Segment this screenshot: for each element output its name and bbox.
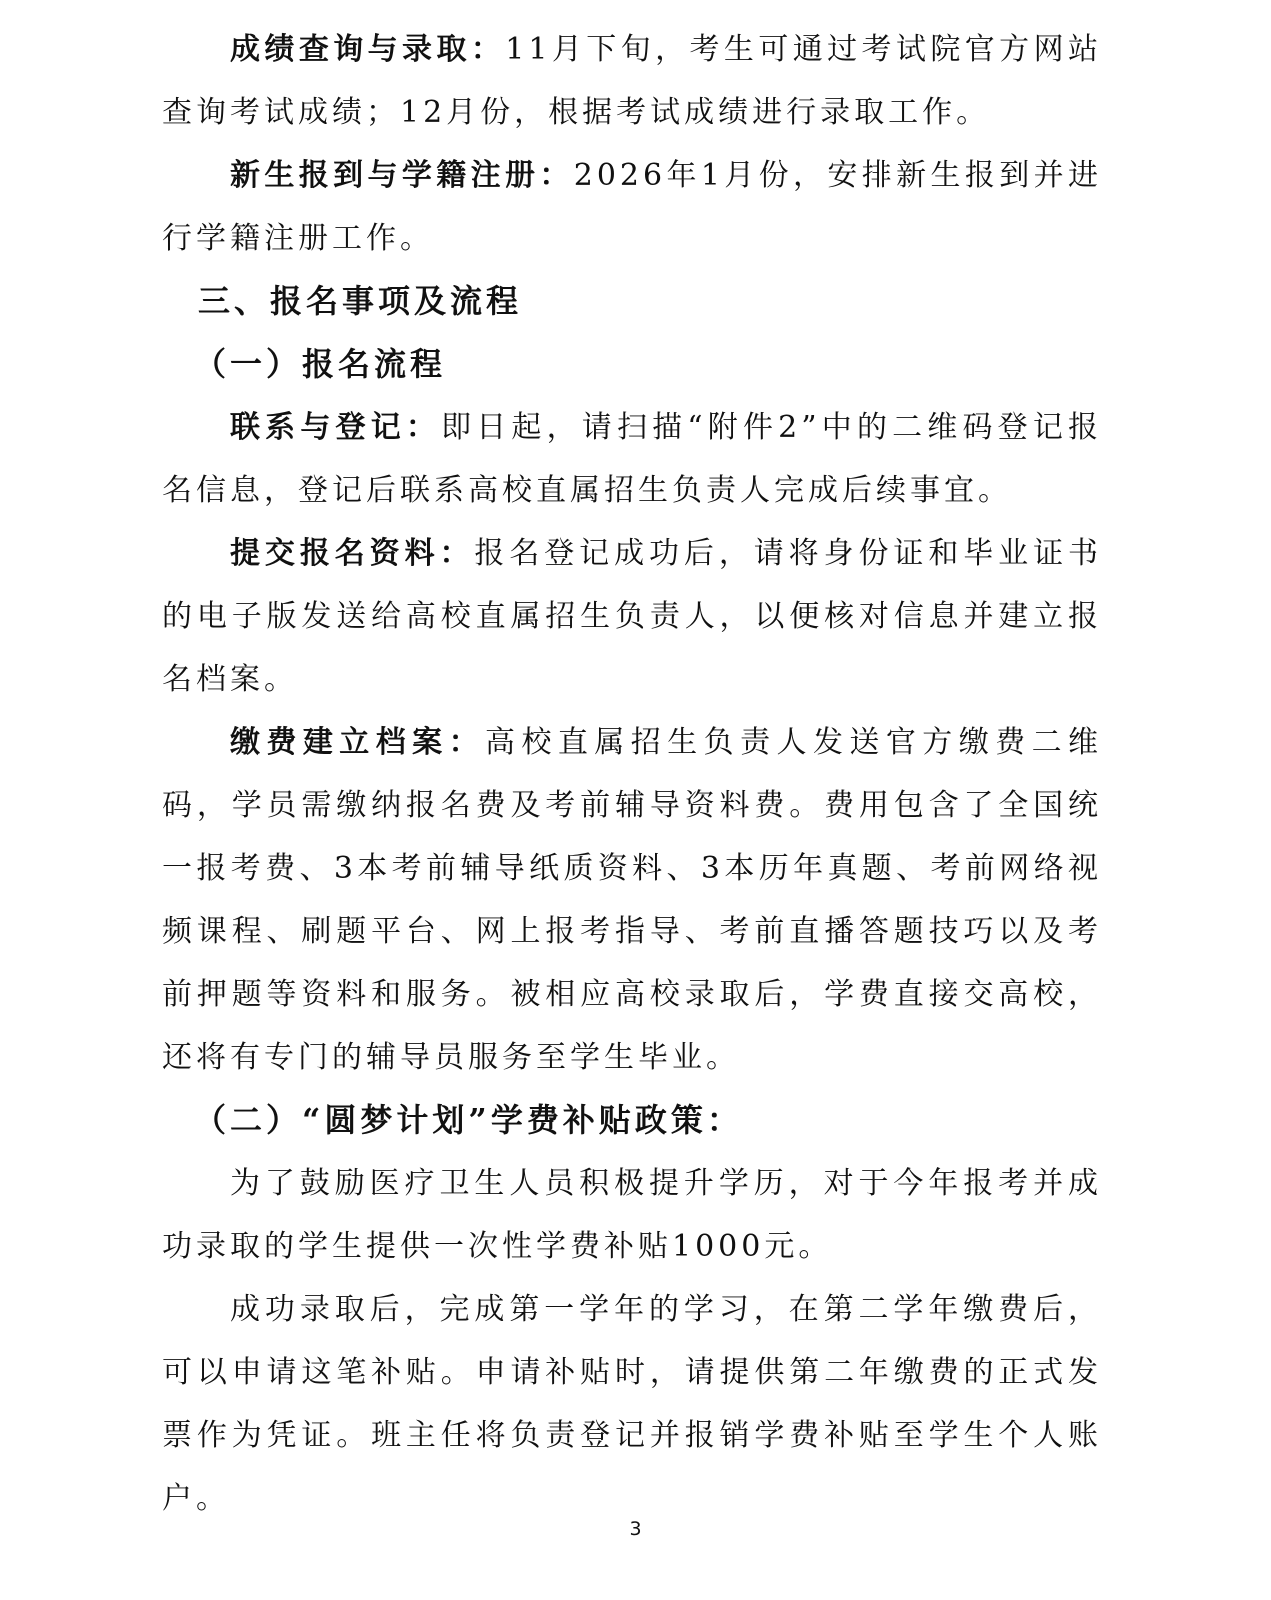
paragraph-submit-materials [162, 522, 1102, 711]
subsection-heading: （一）报名流程 [194, 345, 447, 383]
paragraph-contact-register [162, 396, 1102, 522]
paragraph-lead: 缴费建立档案： [230, 725, 486, 760]
section-heading: 三、报名事项及流程 [198, 282, 523, 320]
paragraph-text: 即日起，请扫描“附件2”中的二维码登记报名信息，登记后联系高校直属招生负责人完成后续事宜。 [162, 410, 1102, 508]
document-body [162, 18, 1102, 1530]
paragraph-lead: 提交报名资料： [230, 536, 475, 571]
paragraph-enrollment [162, 144, 1102, 270]
paragraph-text: 11月下旬，考生可通过考试院官方网站查询考试成绩；12月份，根据考试成绩进行录取工作。 [162, 32, 1102, 130]
paragraph-subsidy-apply: 成功录取后，完成第一学年的学习，在第二学年缴费后，可以申请这笔补贴。申请补贴时，请提供第二年缴费的正式发票作为凭证。班主任将负责登记并报销学费补贴至学生个人账户。 [162, 1292, 1102, 1516]
paragraph-score-admission [162, 18, 1102, 144]
paragraph-lead: 成绩查询与录取： [230, 32, 506, 67]
paragraph-lead: 新生报到与学籍注册： [230, 158, 574, 193]
page-number: 3 [629, 1518, 642, 1540]
paragraph-text: 报名登记成功后，请将身份证和毕业证书的电子版发送给高校直属招生负责人，以便核对信息并建立报名档案。 [162, 536, 1103, 697]
paragraph-text: 2026年1月份，安排新生报到并进行学籍注册工作。 [162, 158, 1103, 256]
paragraph-text: 高校直属招生负责人发送官方缴费二维码，学员需缴纳报名费及考前辅导资料费。费用包含了全国统一报考费、3本考前辅导纸质资料、3本历年真题、考前网络视频课程、刷题平台、网上报考指导、考前直播答题技巧以及考前押题等资料和服务。被相应高校录取后，学费直接交高校，还将有专门的辅导员服务至学生毕业。 [162, 725, 1103, 1075]
paragraph-subsidy-intro: 为了鼓励医疗卫生人员积极提升学历，对于今年报考并成功录取的学生提供一次性学费补贴1000元。 [162, 1166, 1102, 1264]
subsection-heading: （二）“圆梦计划”学费补贴政策： [194, 1101, 743, 1139]
paragraph-payment [162, 711, 1102, 1089]
paragraph-lead: 联系与登记： [230, 410, 442, 445]
